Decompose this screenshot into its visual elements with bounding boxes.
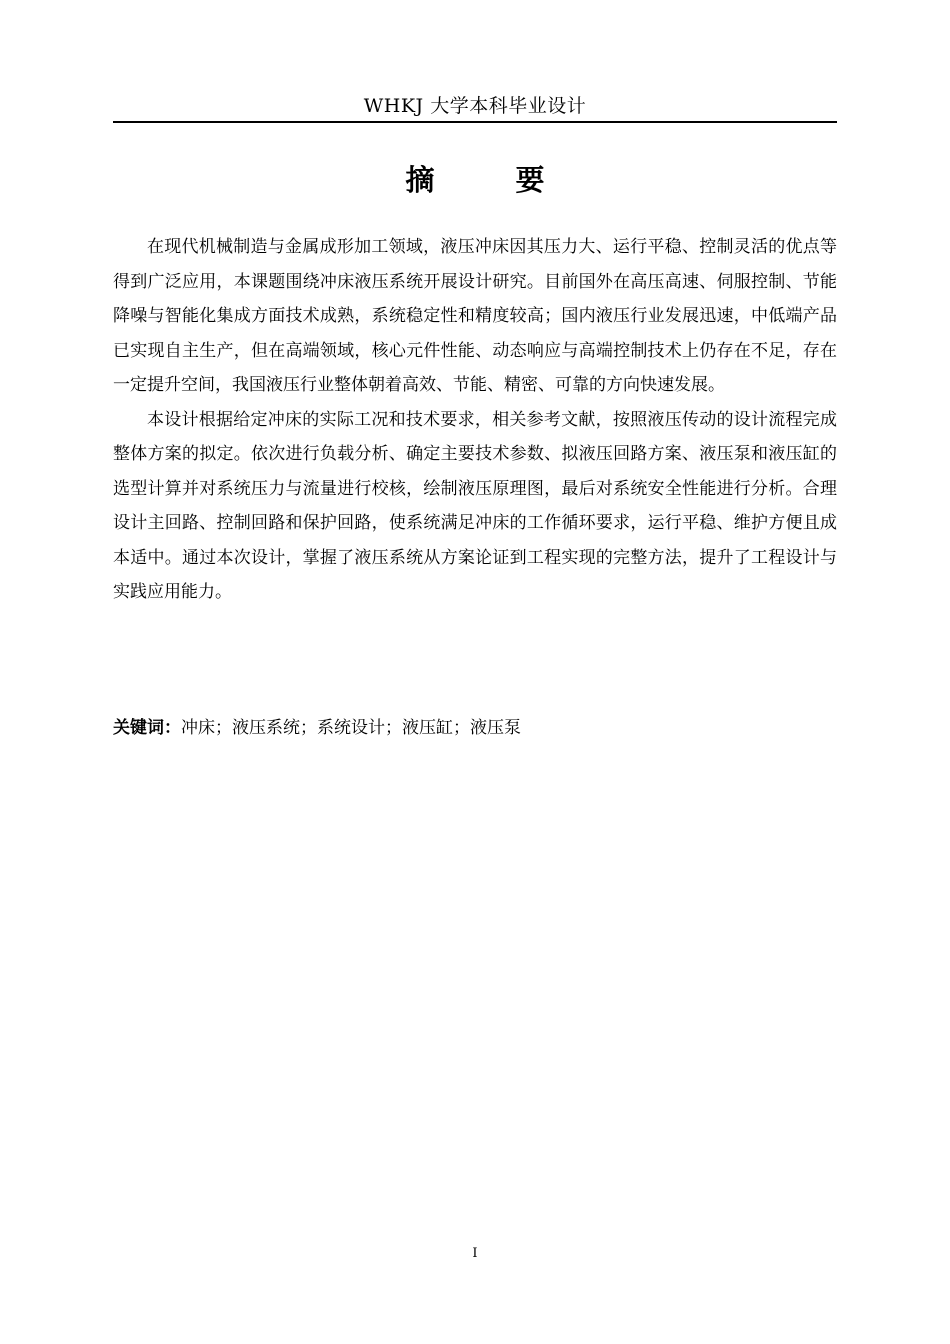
- abstract-paragraph-1: 在现代机械制造与金属成形加工领域，液压冲床因其压力大、运行平稳、控制灵活的优点等得到广泛应用，本课题围绕冲床液压系统开展设计研究。目前国外在高压高速、伺服控制、节能降噪与智能化集成方面技术成熟，系统稳定性和精度较高；国内液压行业发展迅速，中低端产品已实现自主生产，但在高端领域，核心元件性能、动态响应与高端控制技术上仍存在不足，存在一定提升空间，我国液压行业整体朝着高效、节能、精密、可靠的方向快速发展。: [113, 237, 837, 395]
- header-text: WHKJ 大学本科毕业设计: [363, 95, 587, 117]
- abstract-title: 摘 要: [405, 163, 571, 197]
- page-header: [113, 92, 837, 120]
- header-divider: [113, 121, 837, 123]
- keywords-line: [113, 711, 837, 745]
- keywords-text: 冲床；液压系统；系统设计；液压缸；液压泵: [181, 718, 521, 738]
- keywords-label: 关键词：: [113, 718, 181, 738]
- abstract-body: [113, 230, 837, 610]
- page-number: I: [472, 1246, 478, 1261]
- abstract-paragraph-2: 本设计根据给定冲床的实际工况和技术要求，相关参考文献，按照液压传动的设计流程完成整体方案的拟定。依次进行负载分析、确定主要技术参数、拟液压回路方案、液压泵和液压缸的选型计算并对系统压力与流量进行校核，绘制液压原理图，最后对系统安全性能进行分析。合理设计主回路、控制回路和保护回路，使系统满足冲床的工作循环要求，运行平稳、维护方便且成本适中。通过本次设计，掌握了液压系统从方案论证到工程实现的完整方法，提升了工程设计与实践应用能力。: [113, 409, 837, 602]
